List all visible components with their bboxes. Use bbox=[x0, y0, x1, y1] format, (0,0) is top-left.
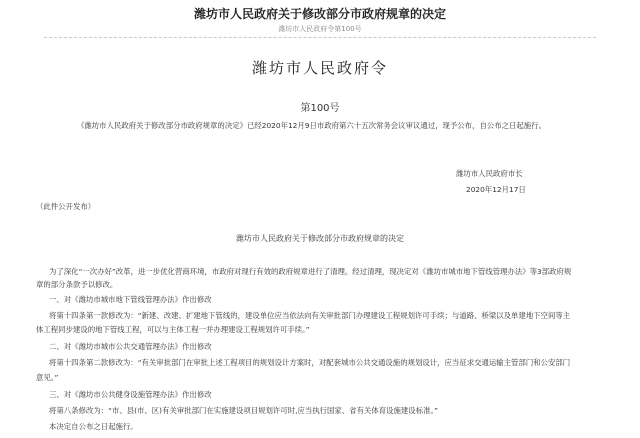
item2-line-1: 将第十四条第二款修改为：“有关审批部门在审批上述工程项目的规划设计方案时，对配套城市公共交通设施的规划设计，应当征求交通运输主管部门和公安部门 bbox=[49, 358, 571, 367]
item1-line-1: 将第十四条第一款修改为：“新建、改建、扩建地下管线的，建设单位应当依法向有关审批部门办理建设工程规划许可手续；与道路、桥梁以及单建地下空间等主 bbox=[49, 311, 571, 320]
item3-line-1: 将第八条修改为：“市、县(市、区)有关审批部门在实施建设项目规划许可时,应当执行国家、省有关体育设施建设标准。” bbox=[49, 406, 439, 415]
item1-heading: 一、对《潍坊市城市地下管线管理办法》作出修改 bbox=[49, 295, 212, 304]
preamble-line-2: 章的部分条款予以修改。 bbox=[36, 280, 118, 289]
publication-note: （此件公开发布） bbox=[36, 202, 96, 211]
order-heading: 潍坊市人民政府令 bbox=[251, 59, 388, 77]
item2-line-2: 意见。” bbox=[36, 373, 59, 382]
title-divider bbox=[44, 37, 596, 38]
document-subtitle: 潍坊市人民政府令第100号 bbox=[278, 25, 362, 33]
decision-title: 潍坊市人民政府关于修改部分市政府规章的决定 bbox=[236, 234, 404, 243]
order-number: 第100号 bbox=[300, 103, 340, 114]
order-date: 2020年12月17日 bbox=[466, 185, 526, 194]
item2-heading: 二、对《潍坊市城市公共交通管理办法》作出修改 bbox=[49, 342, 212, 351]
signatory: 潍坊市人民政府市长 bbox=[456, 169, 523, 178]
order-intro: 《潍坊市人民政府关于修改部分市政府规章的决定》已经2020年12月9日市政府第六十五次常务会议审议通过，现予公布，自公布之日起施行。 bbox=[77, 121, 546, 130]
item3-heading: 三、对《潍坊市公共健身设施管理办法》作出修改 bbox=[49, 390, 212, 399]
preamble-line-1: 为了深化“一次办好”改革，进一步优化营商环境，市政府对现行有效的政府规章进行了清理。经过清理，现决定对《潍坊市城市地下管线管理办法》等3部政府规 bbox=[49, 267, 572, 276]
document-title: 潍坊市人民政府关于修改部分市政府规章的决定 bbox=[193, 7, 446, 21]
item1-line-2: 体工程同步建设的地下管线工程，可以与主体工程一并办理建设工程规划许可手续。” bbox=[36, 325, 310, 334]
closing-line: 本决定自公布之日起施行。 bbox=[49, 422, 138, 431]
